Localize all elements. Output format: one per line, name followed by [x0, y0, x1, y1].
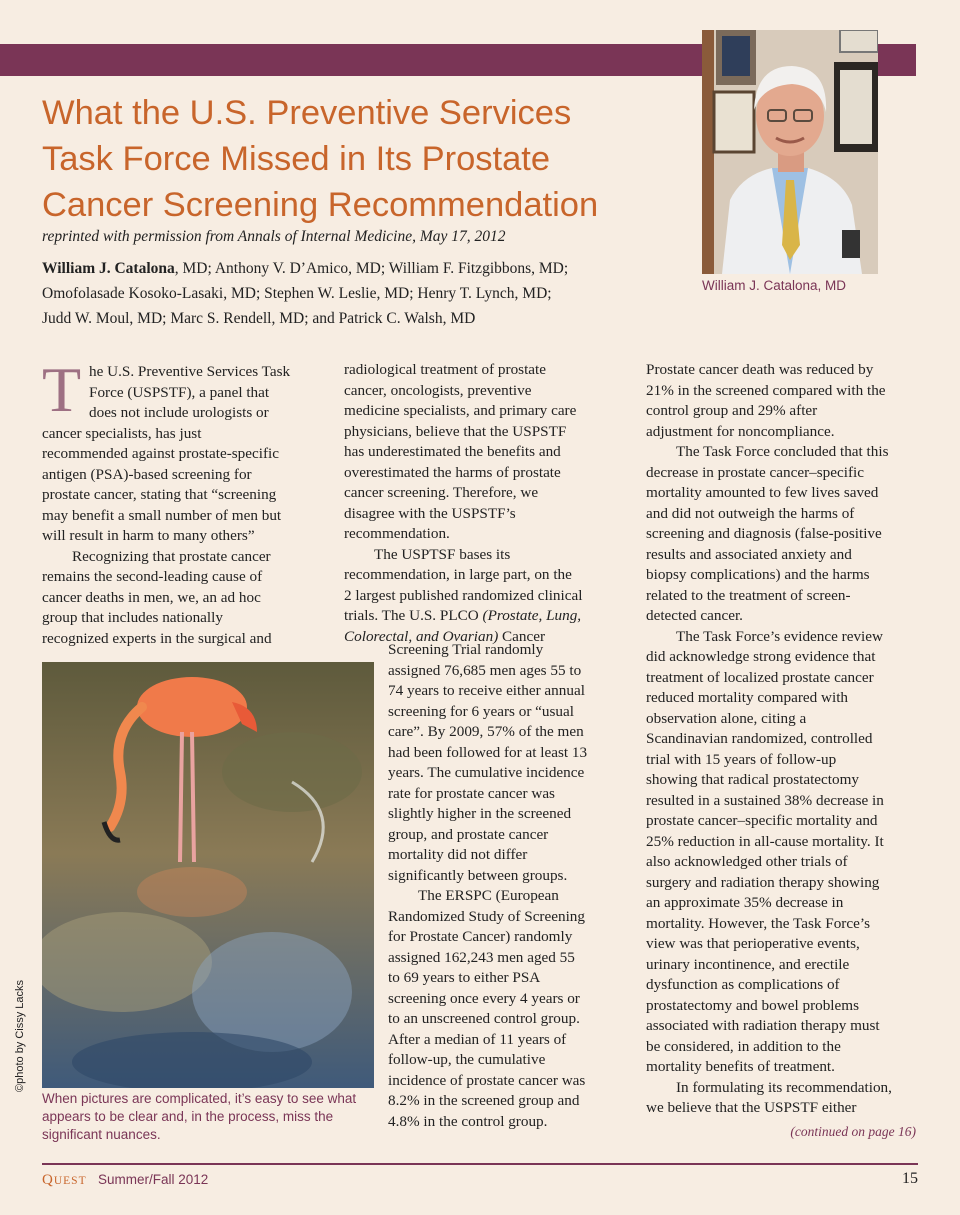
- text-line: and did not outweigh the harms of: [646, 504, 855, 522]
- text-line: may benefit a small number of men but: [42, 506, 282, 524]
- text-line: resulted in a sustained 38% decrease in: [646, 791, 884, 809]
- text-line: view was that perioperative events,: [646, 935, 860, 952]
- text-line: an approximate 35% decrease in: [646, 894, 844, 911]
- text-line: medicine specialists, and primary care: [344, 402, 577, 419]
- text-line: recommended against prostate-specific: [42, 445, 279, 462]
- text-line: [344, 606, 634, 627]
- column1-paragraph-2: [42, 547, 332, 650]
- text-line: urinary incontinence, and erectile: [646, 955, 850, 973]
- column2-paragraph-2b: [388, 640, 638, 886]
- text-line: screening and diagnosis (false-positive: [646, 525, 882, 542]
- text-line: did acknowledge strong evidence that: [646, 648, 876, 665]
- text-line: biopsy complications) and the harms: [646, 566, 870, 583]
- text-line: mortality amounted to few lives saved: [646, 484, 879, 501]
- text-line: prostate cancer–specific mortality and: [646, 812, 878, 829]
- text-line: he U.S. Preventive Services Task: [89, 363, 291, 380]
- text-line: to an unscreened control group.: [388, 1010, 580, 1027]
- text-line: Force (USPSTF), a panel that: [89, 383, 270, 401]
- magazine-rest: UEST: [53, 1175, 87, 1187]
- text-line: reduced mortality compared with: [646, 689, 849, 706]
- text-run: trials. The U.S. PLCO: [344, 607, 483, 624]
- reprint-note: reprinted with permission from Annals of Internal Medicine, May 17, 2012: [42, 228, 506, 245]
- text-line: remains the second-leading cause of: [42, 568, 263, 585]
- text-line: prostate cancer, stating that “screening: [42, 486, 277, 503]
- text-line: assigned 162,243 men aged 55: [388, 948, 575, 966]
- text-line: assigned 76,685 men ages 55 to: [388, 661, 582, 679]
- text-line: surgery and radiation therapy showing: [646, 873, 880, 891]
- text-line: prostatectomy and bowel problems: [646, 996, 859, 1014]
- text-line: group, and prostate cancer: [388, 825, 549, 843]
- text-line: treatment of localized prostate cancer: [646, 668, 874, 686]
- column1-paragraph-1: [42, 424, 332, 547]
- text-line: recommendation.: [344, 525, 450, 542]
- text-line: cancer, oncologists, preventive: [344, 381, 532, 399]
- text-line: recognized experts in the surgical and: [42, 629, 272, 647]
- column-1: [42, 362, 332, 649]
- text-line: has underestimated the benefits and: [344, 443, 561, 460]
- text-line: cancer specialists, has just: [42, 424, 202, 442]
- text-run: Cancer: [498, 627, 546, 645]
- page-number: 15: [902, 1170, 918, 1187]
- text-line: mortality did not differ: [388, 846, 528, 863]
- footer-rule: [42, 1163, 918, 1165]
- text-line: The Task Force’s evidence review: [676, 627, 883, 645]
- text-line: In formulating its recommendation,: [676, 1078, 892, 1096]
- portrait-caption: William J. Catalona, MD: [702, 278, 847, 293]
- text-line: Scandinavian randomized, controlled: [646, 730, 873, 747]
- text-line: The USPTSF bases its: [374, 545, 511, 563]
- text-line: group that includes nationally: [42, 609, 223, 626]
- text-line: Randomized Study of Screening: [388, 907, 585, 925]
- text-line: adjustment for noncompliance.: [646, 422, 835, 440]
- text-line: years. The cumulative incidence: [388, 764, 585, 781]
- drop-cap: T: [42, 354, 82, 425]
- title-line: What the U.S. Preventive Services: [42, 94, 572, 132]
- author-portrait-photo: [702, 30, 878, 274]
- authors-line-1: [42, 256, 662, 281]
- text-line: overestimated the harms of prostate: [344, 463, 561, 481]
- flamingo-photo: [42, 662, 374, 1088]
- photo-credit: ©photo by Cissy Lacks: [14, 979, 26, 1092]
- text-line: cancer screening. Therefore, we: [344, 484, 539, 501]
- title-line: Task Force Missed in Its Prostate: [42, 140, 551, 178]
- text-line: radiological treatment of prostate: [344, 361, 546, 378]
- text-line: mortality benefits of treatment.: [646, 1058, 835, 1075]
- author-list: [42, 256, 662, 331]
- text-line: will result in harm to many others”: [42, 527, 255, 544]
- authors-line-3: Judd W. Moul, MD; Marc S. Rendell, MD; and Patrick C. Walsh, MD: [42, 310, 476, 327]
- text-line: trial with 15 years of follow-up: [646, 750, 837, 768]
- text-line: recommendation, in large part, on the: [344, 566, 572, 583]
- continued-note: (continued on page 16): [790, 1124, 916, 1139]
- text-line: 4.8% in the control group.: [388, 1112, 548, 1130]
- title-line: Cancer Screening Recommendation: [42, 186, 599, 224]
- text-line: antigen (PSA)-based screening for: [42, 465, 252, 483]
- text-line: results and associated anxiety and: [646, 545, 852, 563]
- text-line: related to the treatment of screen-: [646, 586, 851, 604]
- text-line: mortality. However, the Task Force’s: [646, 914, 870, 932]
- text-line: to 69 years to either PSA: [388, 969, 541, 986]
- text-line: decrease in prostate cancer–specific: [646, 463, 864, 481]
- text-line: physicians, believe that the USPSTF: [344, 422, 567, 440]
- article-title: [42, 90, 662, 228]
- caption-line: When pictures are complicated, it’s easy to see what: [42, 1091, 357, 1106]
- text-line: for Prostate Cancer) randomly: [388, 928, 573, 945]
- text-line: associated with radiation therapy must: [646, 1017, 880, 1034]
- column-3: [646, 360, 926, 1119]
- text-line: screening once every 4 years or: [388, 989, 580, 1007]
- text-line: The Task Force concluded that this: [676, 443, 889, 460]
- text-line: After a median of 11 years of: [388, 1030, 567, 1048]
- text-line: care”. By 2009, 57% of the men: [388, 723, 584, 740]
- text-line: detected cancer.: [646, 607, 743, 624]
- plco-italic: (Prostate, Lung,: [482, 607, 582, 624]
- text-line: also acknowledged other trials of: [646, 853, 848, 870]
- text-line: be considered, in addition to the: [646, 1037, 841, 1055]
- magazine-initial: Q: [42, 1172, 54, 1188]
- text-line: disagree with the USPSTF’s: [344, 504, 516, 522]
- magazine-name: [42, 1172, 87, 1189]
- text-line: showing that radical prostatectomy: [646, 771, 859, 788]
- text-line: significantly between groups.: [388, 866, 568, 884]
- column2-paragraph-3: [388, 886, 638, 1132]
- column3-paragraph-1: [646, 360, 926, 442]
- column3-paragraph-3: [646, 627, 926, 1078]
- text-line: Recognizing that prostate cancer: [72, 547, 271, 565]
- plco-italic-2: Colorectal, and Ovarian): [344, 627, 499, 645]
- text-line: observation alone, citing a: [646, 709, 807, 727]
- text-line: we believe that the USPSTF either: [646, 1099, 857, 1116]
- caption-line: significant nuances.: [42, 1127, 161, 1142]
- text-line: slightly higher in the screened: [388, 805, 572, 822]
- column3-paragraph-4: [646, 1078, 926, 1119]
- column2-paragraph-2: [344, 545, 634, 648]
- text-line: 2 largest published randomized clinical: [344, 586, 583, 604]
- caption-line: appears to be clear and, in the process, miss the: [42, 1109, 334, 1124]
- authors-line-2: Omofolasade Kosoko-Lasaki, MD; Stephen W. Leslie, MD; Henry T. Lynch, MD;: [42, 285, 552, 302]
- column-2-continued: [388, 640, 638, 1132]
- text-line: Screening Trial randomly: [388, 641, 544, 658]
- text-line: incidence of prostate cancer was: [388, 1071, 586, 1089]
- text-line: 74 years to receive either annual: [388, 682, 585, 699]
- column2-paragraph-1: [344, 360, 634, 545]
- column3-paragraph-2: [646, 442, 926, 627]
- text-line: control group and 29% after: [646, 402, 818, 419]
- text-line: rate for prostate cancer was: [388, 784, 555, 802]
- text-line: 25% reduction in all-cause mortality. It: [646, 832, 884, 850]
- text-line: cancer deaths in men, we, an ad hoc: [42, 588, 261, 606]
- text-line: The ERSPC (European: [418, 887, 559, 904]
- issue-label: Summer/Fall 2012: [98, 1172, 209, 1187]
- text-line: dysfunction as complications of: [646, 976, 840, 993]
- flamingo-caption: [42, 1090, 382, 1144]
- text-line: 8.2% in the screened group and: [388, 1092, 580, 1109]
- text-line: screening for 6 years or “usual: [388, 702, 574, 720]
- column1-first-lines: [42, 362, 332, 424]
- column-2: [344, 360, 634, 647]
- text-line: Prostate cancer death was reduced by: [646, 361, 874, 378]
- text-line: follow-up, the cumulative: [388, 1051, 546, 1068]
- lead-author: William J. Catalona: [42, 260, 175, 277]
- text-line: had been followed for at least 13: [388, 743, 588, 761]
- authors-line-1-rest: , MD; Anthony V. D’Amico, MD; William F. Fitzgibbons, MD;: [174, 260, 569, 277]
- text-line: 21% in the screened compared with the: [646, 381, 886, 399]
- text-line: does not include urologists or: [89, 404, 269, 421]
